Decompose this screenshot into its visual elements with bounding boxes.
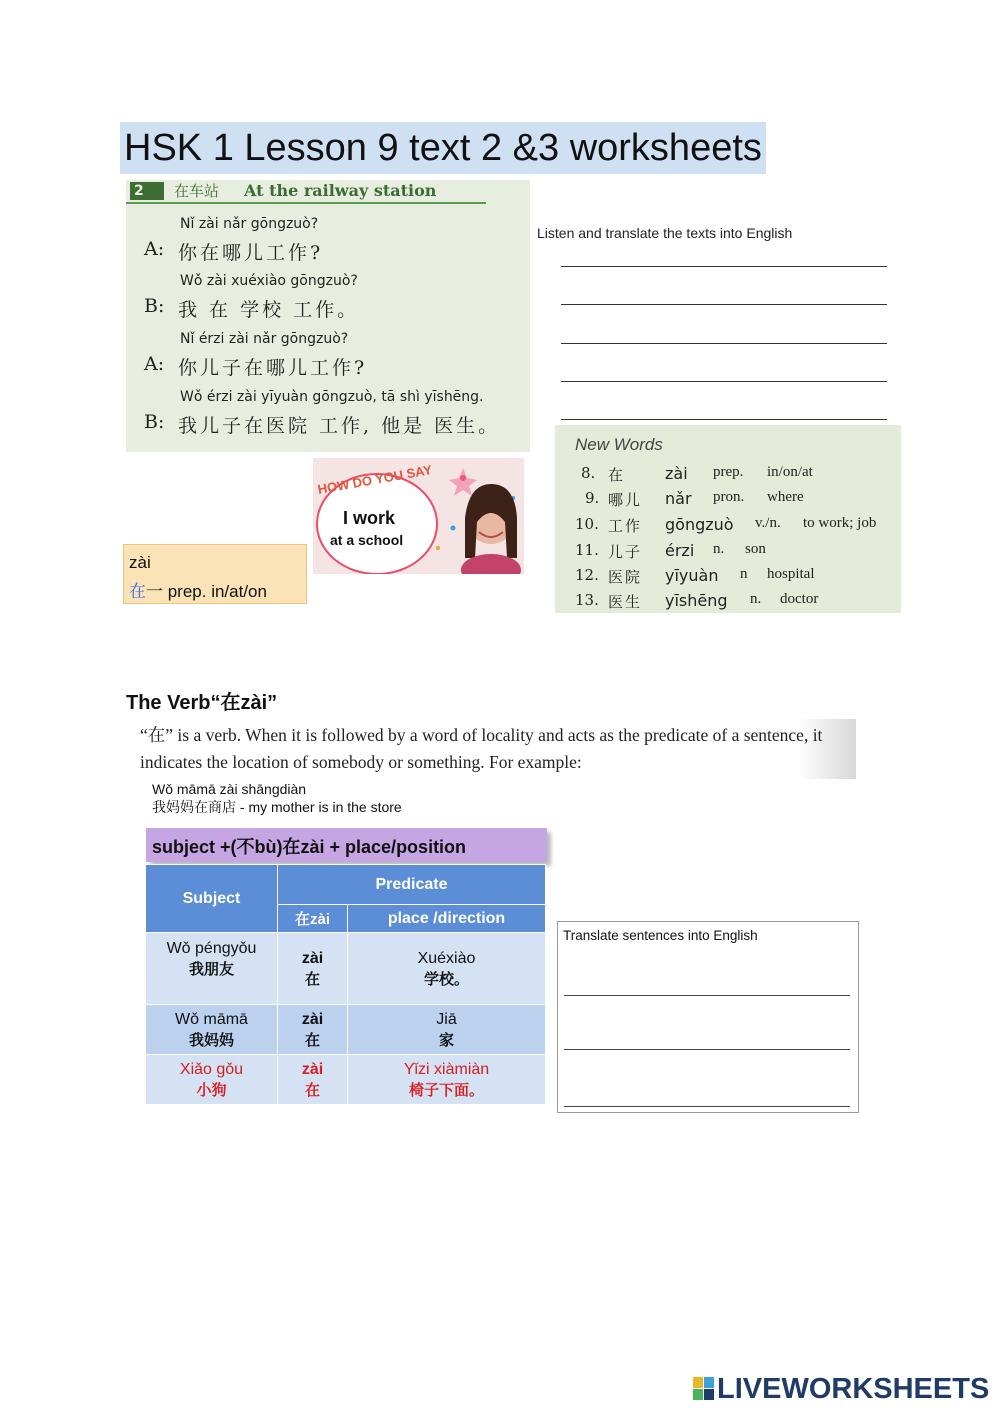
dialogue-cn-title: 在车站: [174, 182, 220, 200]
banner-top-text: HOW DO YOU SAY: [316, 462, 434, 497]
word-pos: pron.: [713, 489, 745, 505]
dialogue-pinyin: Nǐ érzi zài nǎr gōngzuò?: [180, 331, 349, 347]
banner-line1: I work: [343, 508, 396, 528]
banner-line2: at a school: [330, 532, 404, 548]
word-meaning: where: [767, 489, 804, 505]
how-do-you-say-graphic: [313, 458, 524, 574]
logo-icon: [693, 1377, 715, 1401]
listen-answer-line[interactable]: [561, 381, 887, 382]
header-place: place /direction: [348, 905, 546, 933]
word-pinyin: zài: [665, 464, 688, 483]
word-number: 13.: [575, 591, 599, 609]
subject-hanzi: 我妈妈: [188, 1030, 234, 1049]
new-word-row: [555, 464, 901, 489]
new-word-row: [555, 515, 901, 540]
verb-heading: The Verb“在zài”: [126, 692, 278, 714]
zai-pinyin: zài: [129, 553, 151, 572]
zai-pinyin-cell: zài: [301, 1060, 324, 1078]
dialogue-panel: [126, 180, 530, 452]
dialogue-speaker: A:: [144, 238, 165, 260]
logo-text: LIVEWORKSHEETS: [717, 1373, 990, 1405]
dialogue-speaker: B:: [144, 411, 165, 433]
zai-pinyin-cell: zài: [301, 949, 324, 967]
place-pinyin: Yǐzi xiàmiàn: [403, 1060, 490, 1078]
zai-hanzi: 在: [129, 582, 146, 601]
word-hanzi: 哪儿: [608, 491, 643, 509]
place-hanzi: 椅子下面。: [408, 1080, 484, 1099]
word-hanzi: 在: [608, 466, 626, 484]
place-pinyin: Jiā: [436, 1010, 457, 1028]
translate-answer-line[interactable]: [564, 995, 850, 996]
listen-answer-line[interactable]: [561, 266, 887, 267]
table-row: [146, 933, 546, 1005]
word-meaning: in/on/at: [767, 464, 813, 480]
dialogue-pinyin: Nǐ zài nǎr gōngzuò?: [180, 216, 319, 232]
dialogue-hanzi: 你儿子在哪儿工作?: [178, 357, 368, 379]
word-number: 12.: [575, 566, 599, 584]
subject-pinyin: Xiǎo gǒu: [179, 1060, 244, 1078]
translate-instruction: Translate sentences into English: [563, 928, 758, 943]
table-row: [146, 1005, 546, 1055]
table-header-row: [146, 865, 546, 905]
translate-answer-line[interactable]: [564, 1106, 850, 1107]
zai-definition: [129, 577, 267, 602]
new-word-row: [555, 566, 901, 591]
word-number: 10.: [575, 515, 599, 533]
listen-instruction: Listen and translate the texts into English: [537, 225, 793, 241]
subject-pinyin: Wǒ māmā: [175, 1010, 248, 1028]
new-word-row: [555, 591, 901, 616]
grammar-table: [145, 864, 546, 1105]
word-hanzi: 工作: [608, 517, 643, 535]
zai-dash: 一: [146, 582, 163, 601]
zai-hanzi-cell: 在: [304, 1030, 320, 1049]
word-pinyin: yīshēng: [665, 591, 728, 610]
word-pos: v./n.: [755, 515, 781, 531]
subject-hanzi: 小狗: [196, 1080, 227, 1099]
listen-answer-line[interactable]: [561, 419, 887, 420]
verb-description-box: [128, 719, 856, 779]
word-pos: n.: [713, 541, 725, 557]
dialogue-number: 2: [130, 182, 164, 200]
word-pos: n: [740, 566, 748, 582]
zai-hanzi-cell: 在: [304, 969, 320, 988]
word-hanzi: 医院: [608, 568, 643, 586]
new-words-panel: [555, 425, 901, 613]
verb-example: [152, 780, 402, 816]
header-subject: Subject: [146, 865, 278, 933]
zai-pinyin-cell: zài: [301, 1010, 324, 1028]
word-number: 9.: [585, 489, 600, 507]
place-pinyin: Xuéxiào: [417, 949, 476, 967]
dialogue-pinyin: Wǒ érzi zài yīyuàn gōngzuò, tā shì yīshēng.: [180, 389, 484, 405]
dialogue-hanzi: 我儿子在医院 工作, 他是 医生。: [178, 415, 501, 437]
new-word-row: [555, 541, 901, 566]
word-number: 11.: [575, 541, 599, 559]
dialogue-pinyin: Wǒ zài xuéxiào gōngzuò?: [180, 273, 358, 289]
listen-answer-line[interactable]: [561, 304, 887, 305]
word-number: 8.: [581, 464, 596, 482]
example-chinese: 我妈妈在商店 - my mother is in the store: [152, 799, 402, 815]
word-meaning: son: [745, 541, 766, 557]
word-hanzi: 医生: [608, 593, 643, 611]
word-hanzi: 儿子: [608, 543, 643, 561]
dialogue-hanzi: 我 在 学校 工作。: [178, 299, 360, 321]
zai-meaning: prep. in/at/on: [163, 582, 267, 601]
word-pinyin: gōngzuò: [665, 515, 734, 534]
word-pos: n.: [750, 591, 762, 607]
zai-hanzi-cell: 在: [304, 1080, 320, 1099]
word-pinyin: érzi: [665, 541, 695, 560]
word-pinyin: yīyuàn: [665, 566, 719, 585]
word-meaning: doctor: [780, 591, 819, 607]
place-hanzi: 家: [438, 1030, 454, 1049]
dialogue-header: [126, 180, 486, 204]
new-word-row: [555, 489, 901, 514]
zai-definition-box: [123, 544, 307, 604]
word-meaning: hospital: [767, 566, 815, 582]
table-row: [146, 1055, 546, 1105]
page-title: HSK 1 Lesson 9 text 2 &3 worksheets: [120, 122, 766, 174]
new-words-title: New Words: [575, 435, 663, 454]
listen-answer-line[interactable]: [561, 343, 887, 344]
place-hanzi: 学校。: [423, 969, 469, 988]
dialogue-en-title: At the railway station: [244, 181, 437, 200]
translate-answer-line[interactable]: [564, 1049, 850, 1050]
example-pinyin: Wǒ māmā zài shāngdiàn: [152, 781, 307, 797]
subject-hanzi: 我朋友: [188, 960, 234, 978]
translate-box: [557, 921, 859, 1113]
formula-text: subject +(不bù)在zài + place/position: [152, 837, 467, 857]
dialogue-speaker: A:: [144, 353, 165, 375]
word-pos: prep.: [713, 464, 744, 480]
header-predicate: Predicate: [278, 865, 546, 905]
subject-pinyin: Wǒ péngyǒu: [166, 940, 257, 957]
verb-description: “在” is a verb. When it is followed by a word of locality and acts as the predicate of a sentence, it indicates the location of somebody or something. For example:: [140, 725, 823, 772]
word-pinyin: nǎr: [665, 489, 692, 508]
dialogue-hanzi: 你在哪儿工作?: [178, 242, 324, 264]
grammar-formula: [146, 828, 547, 862]
header-zai: 在zài: [278, 905, 348, 933]
word-meaning: to work; job: [803, 515, 877, 531]
dialogue-speaker: B:: [144, 295, 165, 317]
